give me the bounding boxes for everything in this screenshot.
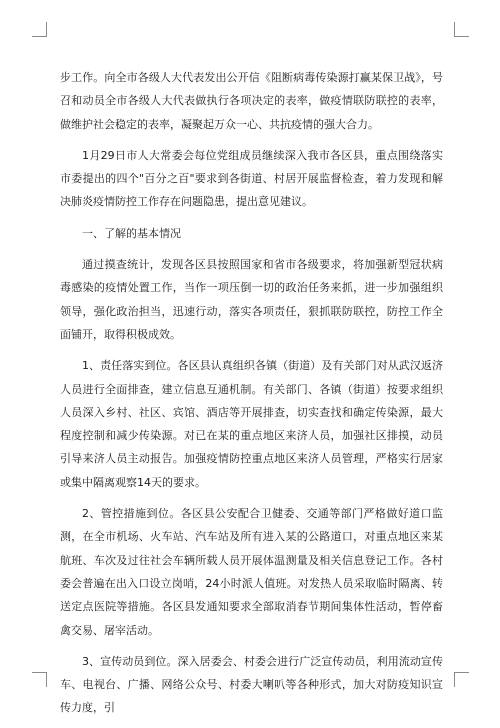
paragraph-control-measures: 2、管控措施到位。各区县公安配合卫健委、交通等部门严格做好道口监测，在全市机场、火车站、汽车站及所有进入某的公路道口，对重点地区来某航班、车次及过往社会车辆所载人员开展体温测量及相关信息登记工作。各村委会普遍在出入口设立岗哨，24小时派人值班。对发热人员采取临时隔离、转送定点医院等措施。各区县发通知要求全部取消春节期间集体性活动，暂停畜禽交易、屠宰活动。 [60,507,443,637]
crop-mark-top-left [32,22,47,37]
section-heading: 一、了解的基本情况 [82,226,181,240]
crop-mark-top-right [454,22,469,37]
paragraph-overview: 通过摸查统计，发现各区县按照国家和省市各级要求，将加强新型冠状病毒感染的疫情处置工作，当作一项压倒一切的政治任务来抓，进一步加强组织领导，强化政治担当，迅速行动，落实各项责任，狠抓联防联控，防控工作全面铺开，取得积极成效。 [60,258,443,341]
paragraph-responsibility: 1、责任落实到位。各区县认真组织各镇（街道）及有关部门对从武汉返济人员进行全面排查，建立信息互通机制。有关部门、各镇（街道）按要求组织人员深入乡村、社区、宾馆、酒店等开展排查，切实查找和确定传染源，最大程度控制和减少传染源。对已在某的重点地区来济人员，加强社区排摸，动员引导来济人员主动报告。加强疫情防控重点地区来济人员管理，严格实行居家或集中隔离观察14天的要求。 [60,359,443,489]
paragraph-publicity: 3、宣传动员到位。深入居委会、村委会进行广泛宣传动员，利用流动宣传车、电视台、广播、网络公众号、村委大喇叭等各种形式，加大对防疫知识宣传力度，引 [60,654,443,715]
crop-mark-bottom-left [32,672,47,687]
document-body [60,66,443,728]
paragraph-continuation: 步工作。向全市各级人大代表发出公开信《阻断病毒传染源打赢某保卫战》，号召和动员全市各级人大代表做执行各项决定的表率，做疫情联防联控的表率，做维护社会稳定的表率，凝聚起万众一心、共抗疫情的强大合力。 [60,71,443,131]
paragraph-inspection: 1月29日市人大常委会每位党组成员继续深入我市各区县，重点围绕落实市委提出的四个"百分之百"要求到各街道、村居开展监督检查，着力发现和解决肺炎疫情防控工作存在问题隐患，提出意见建议。 [60,148,443,209]
crop-mark-bottom-right [454,672,469,687]
